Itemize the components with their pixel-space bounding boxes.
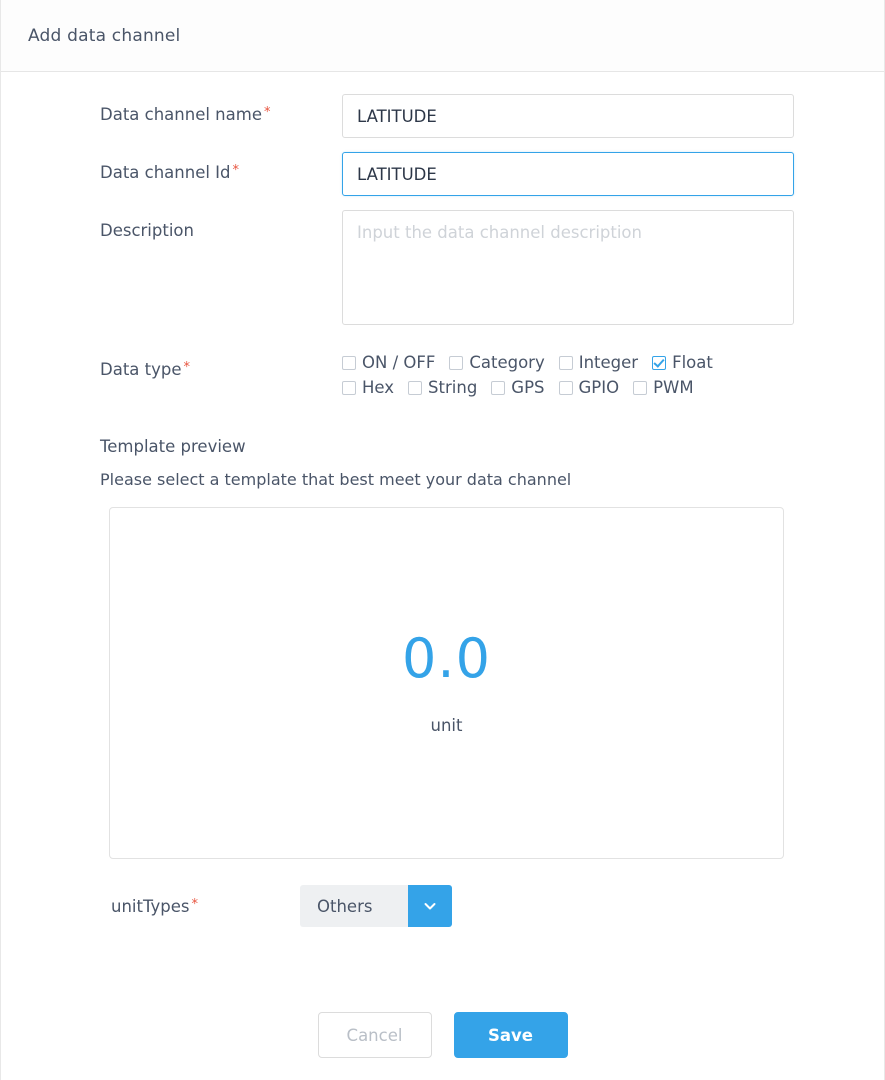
required-asterisk: * [263,105,271,120]
template-preview-subtitle: Please select a template that best meet your data channel [100,470,572,489]
description-textarea[interactable] [342,210,794,325]
checkbox-icon[interactable] [633,381,647,395]
checkbox-icon[interactable] [559,356,573,370]
data-type-label-text: Data type [100,360,182,379]
data-type-option-pwm[interactable] [633,378,694,397]
required-asterisk: * [191,896,198,912]
checkbox-icon[interactable] [408,381,422,395]
description-label [100,210,342,241]
field-row-data-channel-name [1,94,884,138]
checkbox-icon[interactable] [342,356,356,370]
dialog-footer [1,1012,884,1058]
checkbox-checked-icon[interactable] [652,356,666,370]
field-row-data-type [1,349,884,403]
data-channel-name-input[interactable] [342,94,794,138]
field-row-unit-types [1,885,884,927]
data-type-option-label: Integer [578,353,639,372]
data-type-option-label: Float [672,353,713,372]
data-type-option-label: String [428,378,478,397]
data-type-option-on-off[interactable] [342,353,435,372]
preview-unit: unit [430,715,463,735]
data-type-option-label: PWM [653,378,694,397]
dialog-body [1,72,884,1080]
cancel-button[interactable]: Cancel [318,1012,432,1058]
unit-types-select[interactable] [300,885,452,927]
data-type-checkbox-group [342,349,794,403]
data-type-option-integer[interactable] [559,353,638,372]
data-type-checkbox-line-1 [342,353,794,372]
data-type-option-float[interactable] [652,353,713,372]
data-channel-name-label [100,94,342,125]
data-channel-name-label-text: Data channel name [100,105,262,124]
data-channel-id-label-text: Data channel Id [100,163,231,182]
description-label-text: Description [100,221,194,240]
checkbox-icon[interactable] [559,381,573,395]
data-type-option-gpio[interactable] [559,378,620,397]
field-row-description [1,210,884,325]
unit-types-selected-value: Others [300,885,408,927]
data-type-option-label: GPIO [578,378,620,397]
data-channel-id-input[interactable] [342,152,794,196]
required-asterisk: * [232,163,240,178]
data-type-option-hex[interactable] [342,378,394,397]
data-type-option-label: GPS [511,378,545,397]
preview-value: 0.0 [402,626,491,690]
checkbox-icon[interactable] [449,356,463,370]
dialog-header [1,0,884,72]
template-preview-title: Template preview [100,437,246,456]
unit-types-label [111,897,300,916]
template-preview-panel[interactable] [109,507,784,859]
chevron-down-icon[interactable] [408,885,452,927]
data-type-option-gps[interactable] [491,378,544,397]
data-type-option-label: Category [469,353,545,372]
data-type-option-label: Hex [362,378,395,397]
checkbox-icon[interactable] [342,381,356,395]
required-asterisk: * [183,360,191,375]
data-type-option-string[interactable] [408,378,477,397]
checkbox-icon[interactable] [491,381,505,395]
field-row-data-channel-id [1,152,884,196]
unit-types-label-text: unitTypes [111,896,190,916]
data-type-option-label: ON / OFF [362,353,436,372]
data-channel-id-label [100,152,342,183]
dialog-title: Add data channel [28,25,181,46]
data-type-label [100,349,342,380]
data-type-checkbox-line-2 [342,378,794,397]
save-button[interactable]: Save [454,1012,568,1058]
data-type-option-category[interactable] [449,353,544,372]
